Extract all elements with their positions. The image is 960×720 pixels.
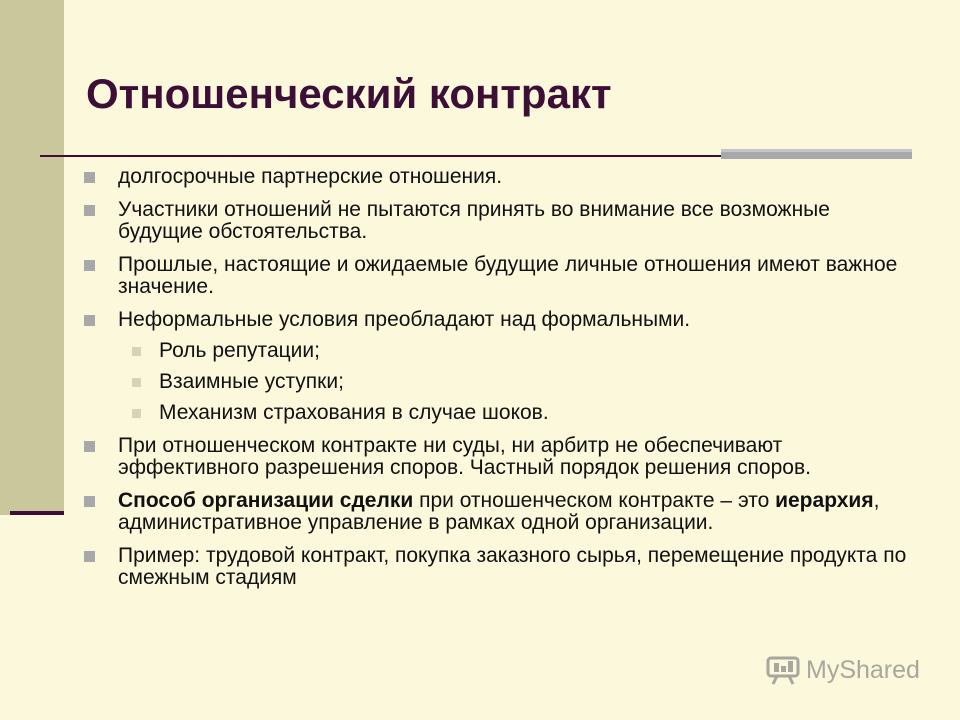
square-bullet-icon	[84, 315, 95, 326]
bullet-item	[118, 309, 918, 331]
bold-term: Способ организации сделки	[118, 489, 414, 512]
left-band-underline	[10, 511, 64, 515]
bullet-item	[118, 545, 918, 589]
bullet-text: Неформальные условия преобладают над формальными.	[118, 308, 691, 331]
square-bullet-icon	[84, 260, 95, 271]
bullet-item	[118, 199, 918, 243]
bullet-text: При отношенческом контракте ни суды, ни арбитр не обеспечивают эффективного разрешения споров. Частный порядок решения споров.	[118, 434, 811, 479]
square-sub-bullet-icon	[132, 378, 141, 387]
sub-bullet-item	[159, 371, 918, 393]
sub-bullet-text: Роль репутации;	[159, 339, 320, 362]
bullet-text-method	[118, 489, 879, 534]
bullet-list	[118, 166, 918, 600]
bullet-item	[118, 435, 918, 479]
square-bullet-icon	[84, 551, 95, 562]
left-decor-band	[0, 0, 64, 515]
bullet-text-part: , административное управление в рамках одной организации.	[118, 489, 880, 534]
sub-bullet-item	[159, 402, 918, 424]
slide-title: Отношенческий контракт	[86, 70, 612, 117]
bullet-text: Участники отношений не пытаются принять во внимание все возможные будущие обстоятельства.	[118, 198, 830, 243]
sub-bullet-text: Взаимные уступки;	[159, 370, 344, 393]
presentation-board-icon	[766, 655, 800, 685]
bold-term: иерархия	[775, 489, 874, 512]
bullet-text: долгосрочные партнерские отношения.	[118, 165, 503, 188]
square-bullet-icon	[84, 205, 95, 216]
watermark	[766, 655, 920, 685]
watermark-text: MyShared	[806, 655, 920, 684]
sub-bullet-item	[159, 340, 918, 362]
bullet-text: Пример: трудовой контракт, покупка заказного сырья, перемещение продукта по смежным стадиям	[118, 544, 907, 589]
bullet-text-part: при отношенческом контракте – это	[413, 489, 776, 512]
sub-bullet-text: Механизм страхования в случае шоков.	[159, 401, 549, 424]
square-bullet-icon	[84, 496, 95, 507]
square-sub-bullet-icon	[132, 347, 141, 356]
title-divider-accent-highlight	[721, 149, 912, 152]
bullet-item	[118, 490, 918, 534]
square-bullet-icon	[84, 441, 95, 452]
bullet-text: Прошлые, настоящие и ожидаемые будущие личные отношения имеют важное значение.	[118, 253, 898, 298]
bullet-item	[118, 254, 918, 298]
bullet-item	[118, 166, 918, 188]
square-sub-bullet-icon	[132, 409, 141, 418]
square-bullet-icon	[84, 172, 95, 183]
